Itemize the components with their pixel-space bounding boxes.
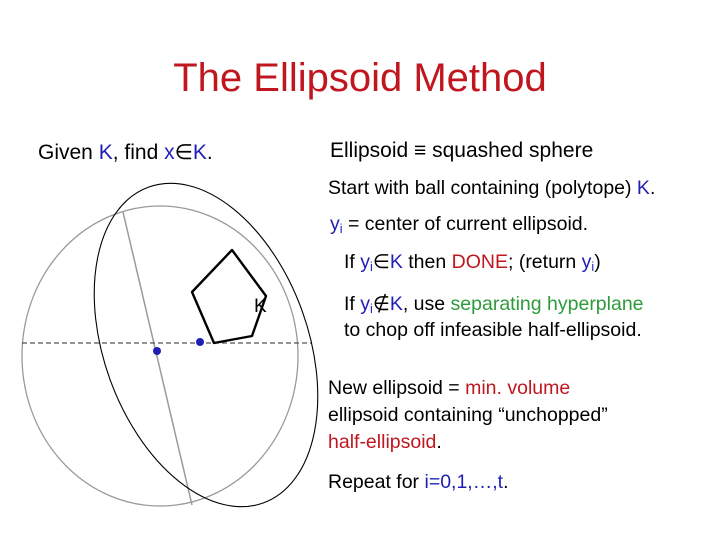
done-sub: i: [370, 260, 373, 274]
done-sub2: i: [591, 260, 595, 274]
new-ellipsoid-line2: ellipsoid containing “unchopped”: [328, 404, 608, 426]
new-min-volume: min. volume: [465, 377, 571, 399]
new-half-ellipsoid: half-ellipsoid: [328, 431, 437, 453]
center-sub: i: [339, 222, 343, 236]
sep-k: K: [389, 293, 403, 315]
given-prefix: Given: [38, 141, 99, 164]
sep-a: If: [344, 293, 361, 315]
ellipsoid-definition: Ellipsoid ≡ squashed sphere: [330, 139, 594, 162]
ball-center-point: [153, 347, 161, 355]
given-x: x: [164, 141, 175, 164]
done-d: ): [594, 251, 601, 273]
new-a: New ellipsoid =: [328, 377, 466, 399]
given-k2: K: [192, 141, 207, 164]
sep-b: , use: [402, 293, 451, 315]
done-a: If: [344, 251, 361, 273]
done-k: K: [389, 251, 403, 273]
center-y: y: [330, 213, 340, 235]
sep-hyperplane: separating hyperplane: [450, 293, 644, 315]
page-title: The Ellipsoid Method: [173, 56, 547, 100]
start-text: Start with ball containing (polytope): [328, 177, 637, 199]
done-y: y: [360, 251, 371, 273]
given-k: K: [98, 141, 113, 164]
repeat-end: .: [503, 471, 509, 493]
given-in-symbol: ∈: [174, 141, 193, 164]
ellipsoid-center-point: [196, 338, 204, 346]
center-rest: = center of current ellipsoid.: [342, 213, 589, 235]
done-y2: y: [581, 251, 592, 273]
initial-ball: [22, 206, 298, 506]
done-word: DONE: [451, 251, 508, 273]
repeat-a: Repeat for: [328, 471, 425, 493]
start-end: .: [649, 177, 656, 199]
repeat-seq: i=0,1,…,t: [424, 471, 504, 493]
done-in: ∈: [372, 251, 390, 273]
polytope-label: K: [254, 296, 267, 317]
start-k: K: [636, 177, 650, 199]
given-mid: , find: [112, 141, 165, 164]
sep-sub: i: [370, 302, 373, 316]
new-ellipsoid: [53, 152, 360, 538]
given-end: .: [206, 141, 213, 164]
done-b: then: [402, 251, 452, 273]
sep-notin: ∉: [372, 293, 390, 315]
sep-y: y: [360, 293, 371, 315]
chop-statement: to chop off infeasible half-ellipsoid.: [344, 319, 642, 341]
done-c: ; (return: [507, 251, 582, 273]
new-end: .: [436, 431, 442, 453]
